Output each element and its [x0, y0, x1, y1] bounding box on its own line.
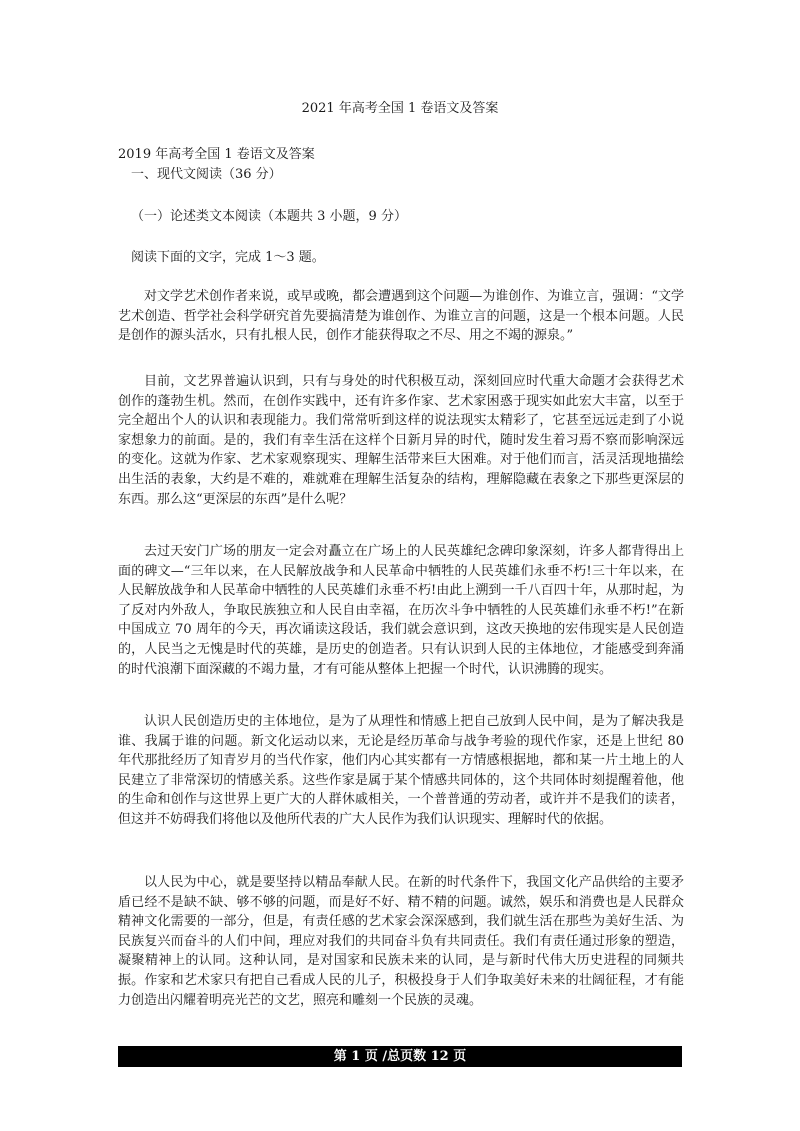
document-title: 2021 年高考全国 1 卷语文及答案 — [301, 101, 499, 116]
subsection-heading: （一）论述类文本阅读（本题共 3 小题，9 分） — [131, 209, 407, 224]
instruction-text: 阅读下面的文字，完成 1～3 题。 — [131, 250, 325, 265]
paragraph-3: 去过天安门广场的朋友一定会对矗立在广场上的人民英雄纪念碑印象深刻，许多人都背得出上面的碑文—“三年以来，在人民解放战争和人民革命中牺牲的人民英雄们永垂不朽!三十年以来，在人民解放战争和人民革命中牺牲的人民英雄们永垂不朽!由此上溯到一千八百四十年，从那时起，为了反对内外敌人，争取民族独立和人民自由幸福，在历次斗争中牺牲的人民英雄们永垂不朽!”在新中国成立 70 周年的今天，再次诵读这段话，我们就会意识到，这改天换地的宏伟现实是人民创造的，人民当之无愧是时代的英雄，是历史的创造者。只有认识到人民的主体地位，才能感受到奔涌的时代浪潮下面深藏的不竭力量，才有可能从整体上把握一个时代，认识沸腾的现实。 — [118, 544, 684, 677]
paragraph-2: 目前，文艺界普遍认识到，只有与身处的时代积极互动，深刻回应时代重大命题才会获得艺术创作的蓬勃生机。然而，在创作实践中，还有许多作家、艺术家困惑于现实如此宏大丰富，以至于完全超出个人的认识和表现能力。我们常常听到这样的说法现实太精彩了，它甚至远远走到了小说家想象力的前面。是的，我们有幸生活在这样个日新月异的时代，随时发生着习焉不察而影响深远的变化。这就为作家、艺术家观察现实、理解生活带来巨大困难。对于他们而言，活灵活现地描绘出生活的表象，大约是不难的，难就难在理解生活复杂的结构，理解隐藏在表象之下那些更深层的东西。那么这“更深层的东西”是什么呢？ — [118, 374, 684, 507]
section-heading: 一、现代文阅读（36 分） — [131, 167, 282, 182]
paragraph-1: 对文学艺术创作者来说，或早或晚，都会遭遇到这个问题—为谁创作、为谁立言，强调：“文学艺术创造、哲学社会科学研究首先要搞清楚为谁创作、为谁立言的问题，这是一个根本问题。人民是创作的源头活水，只有扎根人民，创作才能获得取之不尽、用之不竭的源泉。” — [118, 289, 684, 344]
page-number-label: 第 1 页 /总页数 12 页 — [333, 1049, 467, 1064]
paragraph-4: 认识人民创造历史的主体地位，是为了从理性和情感上把自己放到人民中间，是为了解决我是谁、我属于谁的问题。新文化运动以来，无论是经历革命与战争考验的现代作家，还是上世纪 80 年代那批经历了知青岁月的当代作家，他们内心其实都有一方情感根据地，都和某一片土地上的人民建立了非常深切的情感关系。这些作家是属于某个情感共同体的，这个共同体时刻提醒着他，他的生命和创作与这世界上更广大的人群休戚相关，一个普普通的劳动者，或许并不是我们的读者，但这并不妨碍我们将他以及他所代表的广大人民作为我们认识现实、理解时代的依据。 — [118, 714, 684, 827]
paragraph-5: 以人民为中心，就是要坚持以精品奉献人民。在新的时代条件下，我国文化产品供给的主要矛盾已经不是缺不缺、够不够的问题，而是好不好、精不精的问题。诚然，娱乐和消费也是人民群众精神文化需要的一部分，但是，有责任感的艺术家会深深感到，我们就生活在那些为美好生活、为民族复兴而奋斗的人们中间，理应对我们的共同奋斗负有共同责任。我们有责任通过形象的塑造，凝聚精神上的认同。这种认同，是对国家和民族未来的认同，是与新时代伟大历史进程的同频共振。作家和艺术家只有把自己看成人民的儿子，积极投身于人们争取美好未来的壮阔征程，才有能力创造出闪耀着明亮光芒的文艺，照亮和雕刻一个民族的灵魂。 — [118, 875, 684, 1008]
page-footer — [118, 1046, 682, 1067]
document-subtitle: 2019 年高考全国 1 卷语文及答案 — [118, 147, 315, 162]
